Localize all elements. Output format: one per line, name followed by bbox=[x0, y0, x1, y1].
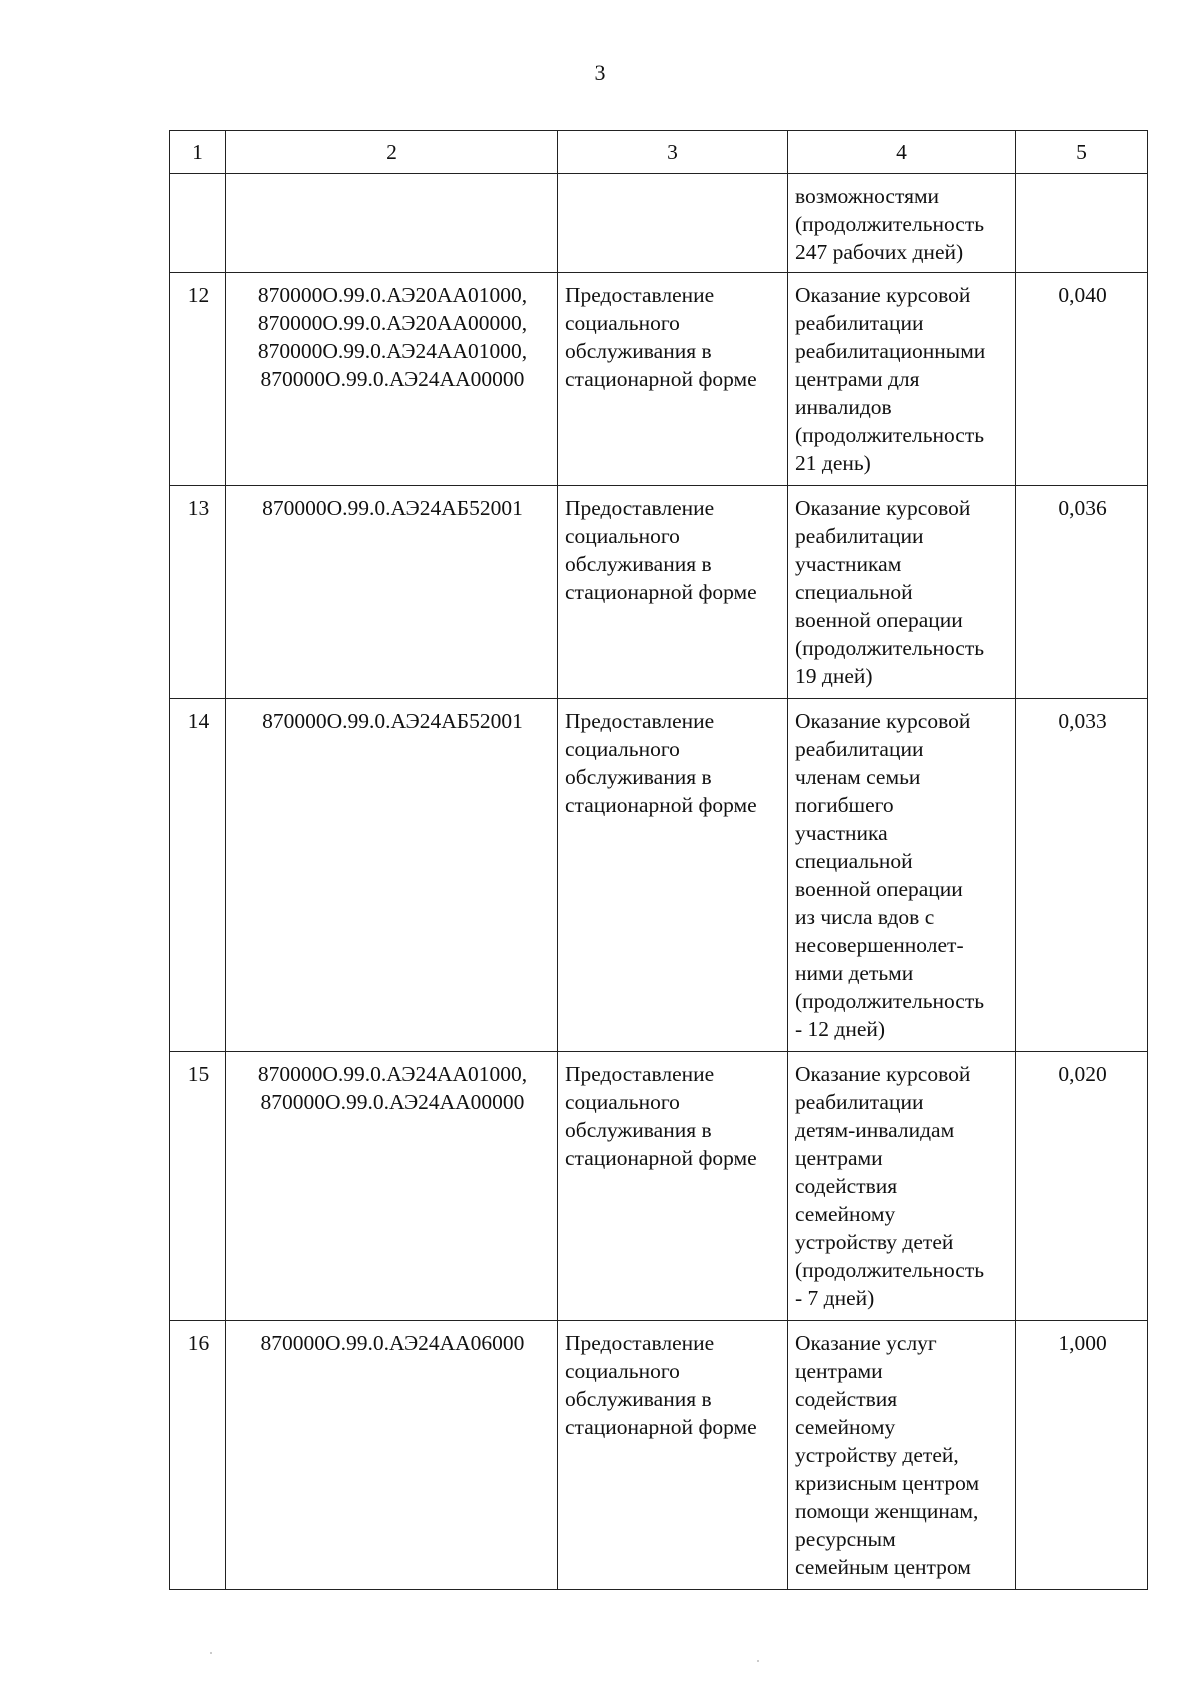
value-cell: 0,040 bbox=[1016, 273, 1148, 486]
value-cell: 0,020 bbox=[1016, 1052, 1148, 1321]
header-col-2: 2 bbox=[226, 131, 558, 174]
registry-code-cell: 870000О.99.0.АЭ24АА06000 bbox=[226, 1321, 558, 1590]
table-row bbox=[170, 273, 1148, 486]
service-description-cell: Оказание курсовой реабилитации детям-инвалидам центрами содействия семейному устройству детей (продолжительность - 7 дней) bbox=[788, 1052, 1016, 1321]
row-number-cell: 16 bbox=[170, 1321, 226, 1590]
table-header bbox=[170, 131, 1148, 174]
row-number-cell bbox=[170, 174, 226, 273]
service-description-cell: Оказание услуг центрами содействия семейному устройству детей, кризисным центром помощи женщинам, ресурсным семейным центром bbox=[788, 1321, 1016, 1590]
row-number-cell: 13 bbox=[170, 486, 226, 699]
table-row bbox=[170, 1052, 1148, 1321]
service-form-cell: Предоставление социального обслуживания в стационарной форме bbox=[558, 699, 788, 1052]
service-form-cell: Предоставление социального обслуживания в стационарной форме bbox=[558, 1321, 788, 1590]
service-form-cell: Предоставление социального обслуживания в стационарной форме bbox=[558, 1052, 788, 1321]
service-description-cell: Оказание курсовой реабилитации участникам специальной военной операции (продолжительность 19 дней) bbox=[788, 486, 1016, 699]
value-cell: 0,033 bbox=[1016, 699, 1148, 1052]
row-number-cell: 15 bbox=[170, 1052, 226, 1321]
registry-code-cell: 870000О.99.0.АЭ24АБ52001 bbox=[226, 486, 558, 699]
header-col-3: 3 bbox=[558, 131, 788, 174]
service-description-cell: Оказание курсовой реабилитации членам семьи погибшего участника специальной военной операции из числа вдов с несовершеннолет- ними детьми (продолжительность - 12 дней) bbox=[788, 699, 1016, 1052]
services-table bbox=[169, 130, 1148, 1590]
registry-code-cell bbox=[226, 174, 558, 273]
header-col-4: 4 bbox=[788, 131, 1016, 174]
table-row bbox=[170, 486, 1148, 699]
table-row bbox=[170, 699, 1148, 1052]
service-form-cell bbox=[558, 174, 788, 273]
header-row bbox=[170, 131, 1148, 174]
table-row-continuation bbox=[170, 174, 1148, 273]
header-col-1: 1 bbox=[170, 131, 226, 174]
service-form-cell: Предоставление социального обслуживания в стационарной форме bbox=[558, 273, 788, 486]
registry-code-cell: 870000О.99.0.АЭ20АА01000, 870000О.99.0.АЭ20АА00000, 870000О.99.0.АЭ24АА01000, 870000О.99.0.АЭ24АА00000 bbox=[226, 273, 558, 486]
registry-code-cell: 870000О.99.0.АЭ24АА01000, 870000О.99.0.АЭ24АА00000 bbox=[226, 1052, 558, 1321]
row-number-cell: 12 bbox=[170, 273, 226, 486]
service-description-cell: возможностями (продолжительность 247 рабочих дней) bbox=[788, 174, 1016, 273]
row-number-cell: 14 bbox=[170, 699, 226, 1052]
value-cell bbox=[1016, 174, 1148, 273]
scan-artifact bbox=[210, 1652, 212, 1654]
table-row bbox=[170, 1321, 1148, 1590]
scan-artifact bbox=[757, 1660, 759, 1662]
table-body bbox=[170, 174, 1148, 1590]
header-col-5: 5 bbox=[1016, 131, 1148, 174]
registry-code-cell: 870000О.99.0.АЭ24АБ52001 bbox=[226, 699, 558, 1052]
value-cell: 1,000 bbox=[1016, 1321, 1148, 1590]
service-description-cell: Оказание курсовой реабилитации реабилитационными центрами для инвалидов (продолжительность 21 день) bbox=[788, 273, 1016, 486]
service-form-cell: Предоставление социального обслуживания в стационарной форме bbox=[558, 486, 788, 699]
value-cell: 0,036 bbox=[1016, 486, 1148, 699]
page-number: 3 bbox=[594, 60, 606, 85]
